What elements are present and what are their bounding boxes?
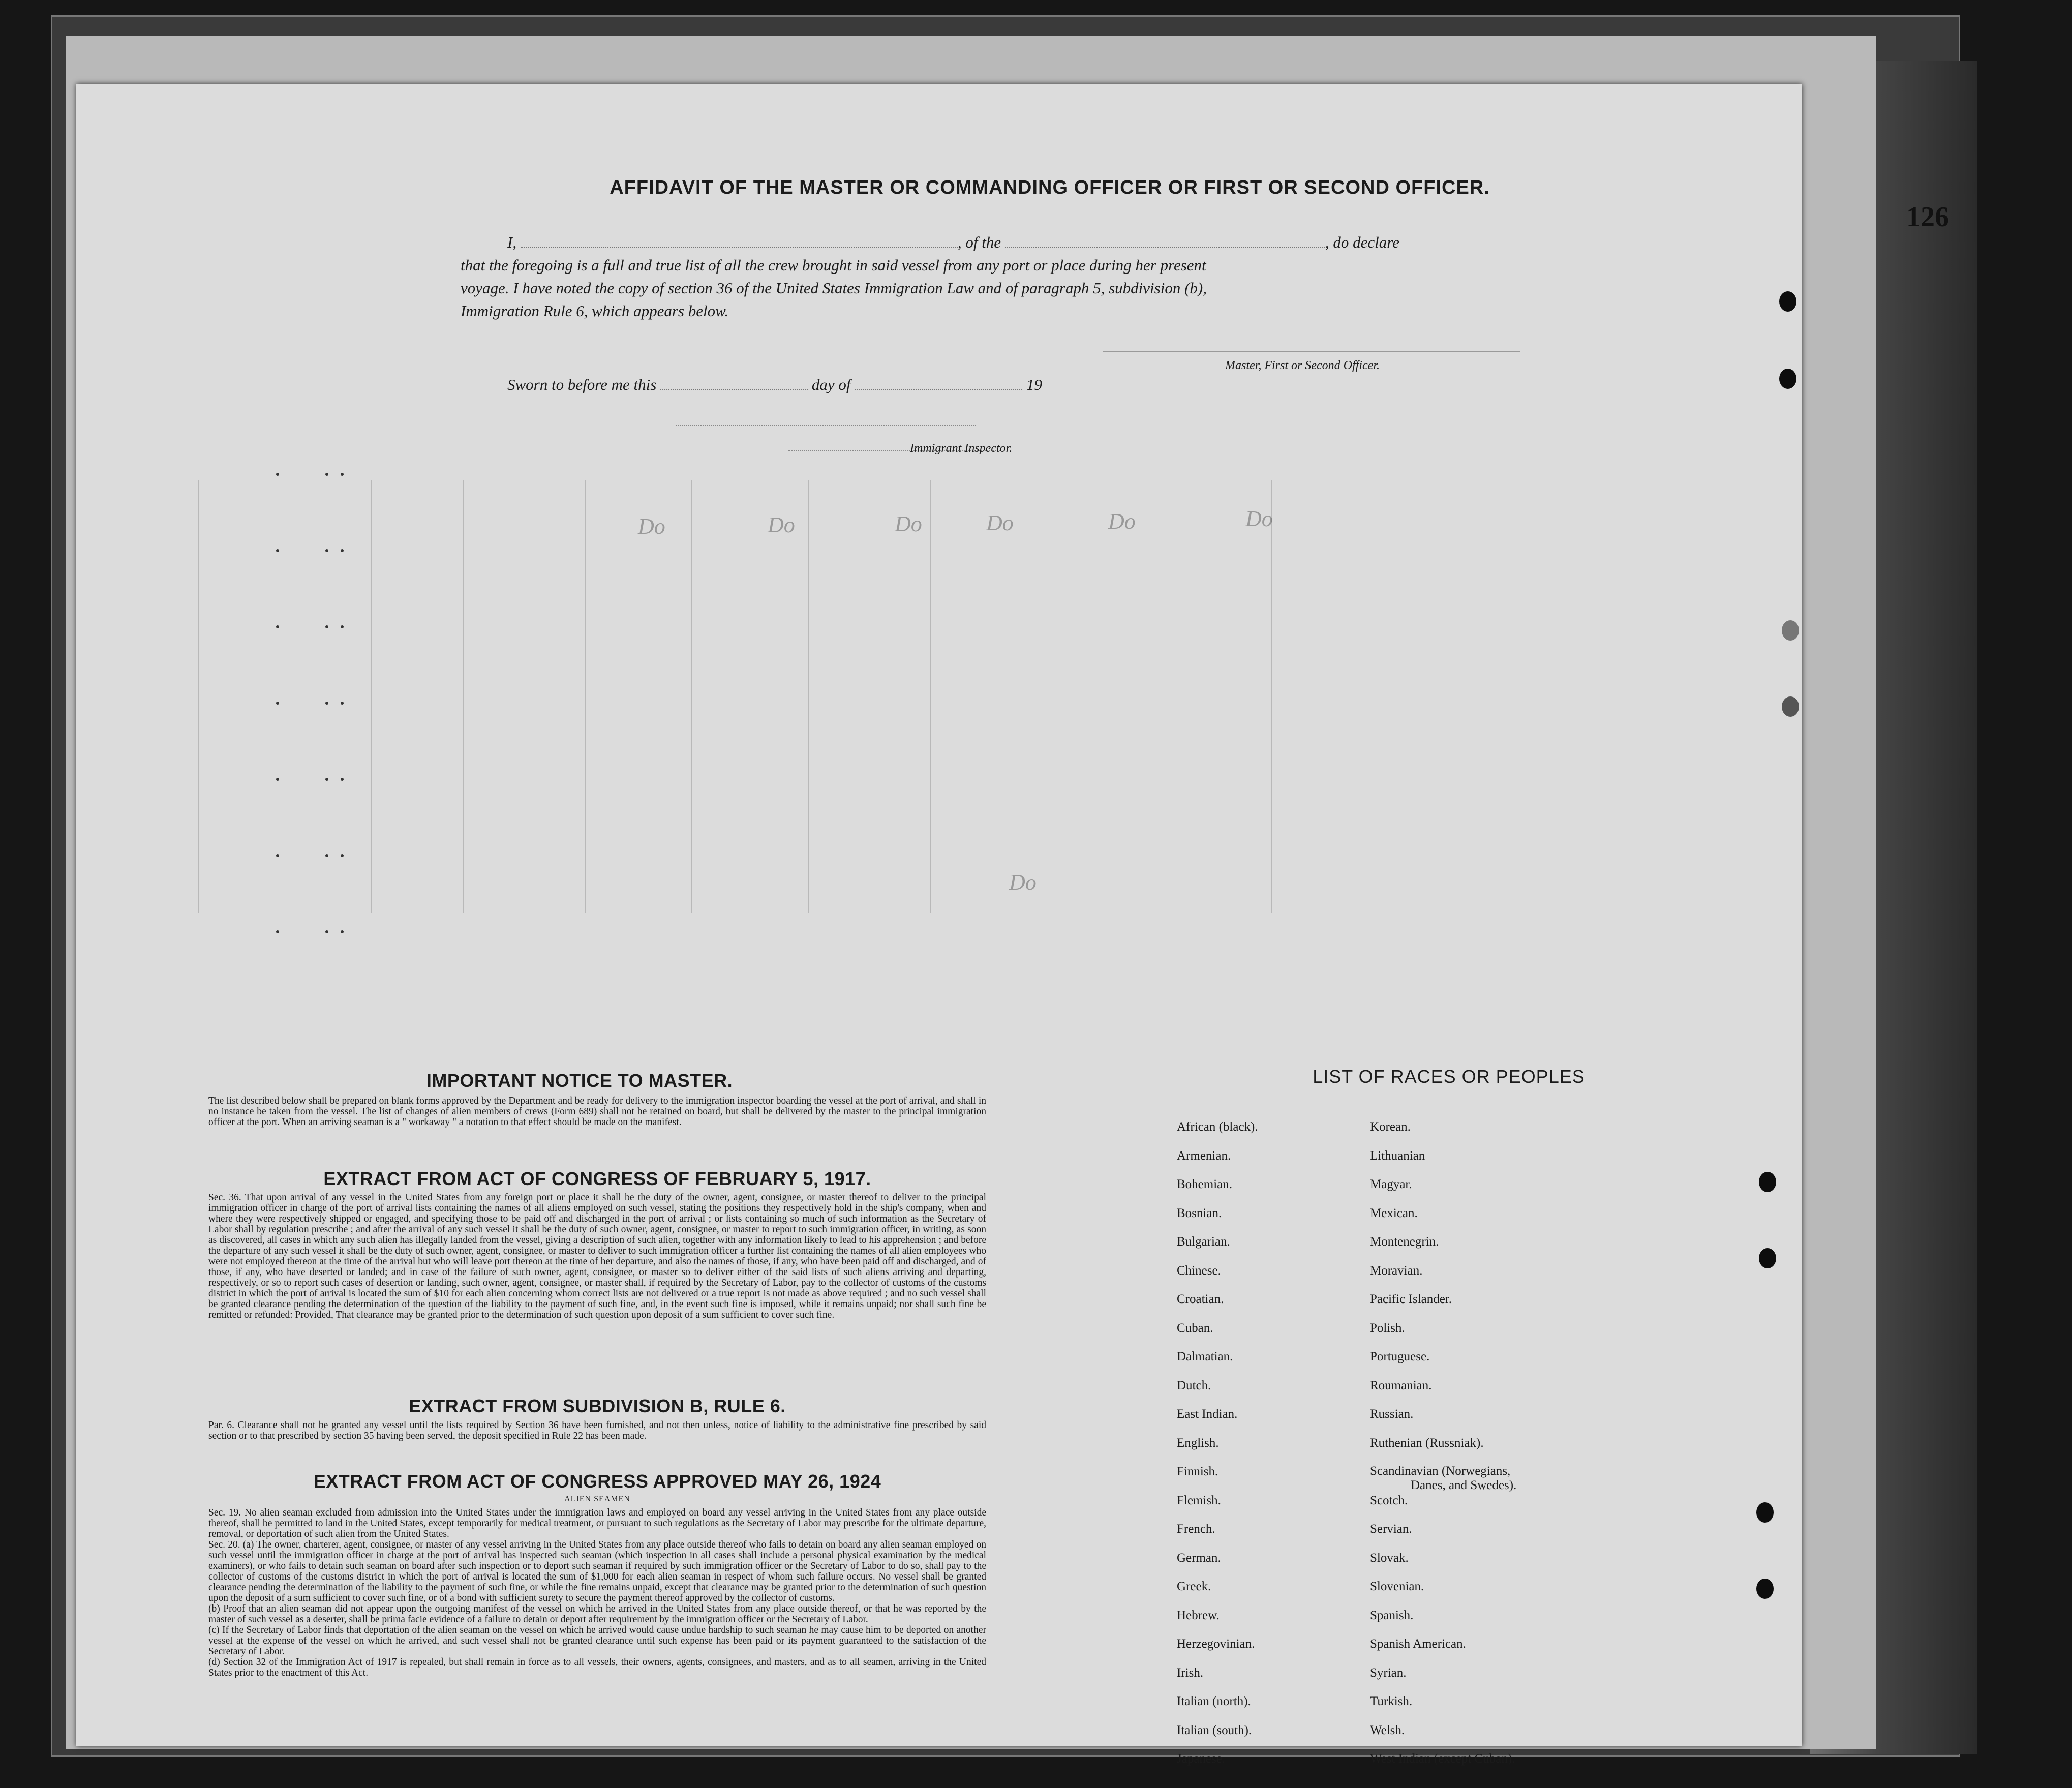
race-item: Turkish. bbox=[1370, 1694, 1413, 1708]
race-item: East Indian. bbox=[1177, 1407, 1238, 1421]
race-item: Slovak. bbox=[1370, 1551, 1409, 1565]
race-item: Bosnian. bbox=[1177, 1206, 1222, 1220]
race-item: Finnish. bbox=[1177, 1465, 1218, 1478]
race-item: Dalmatian. bbox=[1177, 1350, 1233, 1363]
race-item: Flemish. bbox=[1177, 1493, 1221, 1507]
punch-hole bbox=[1759, 1172, 1776, 1192]
important-notice-title: IMPORTANT NOTICE TO MASTER. bbox=[426, 1070, 733, 1091]
race-item: Magyar. bbox=[1370, 1177, 1412, 1191]
column-dot bbox=[276, 778, 279, 781]
race-item: Scotch. bbox=[1370, 1493, 1408, 1507]
race-item: Spanish American. bbox=[1370, 1637, 1466, 1651]
race-item: Italian (south). bbox=[1177, 1723, 1252, 1737]
punch-hole bbox=[1756, 1502, 1774, 1523]
faint-column-line bbox=[371, 480, 372, 913]
punch-hole bbox=[1756, 1579, 1774, 1599]
race-item: Chinese. bbox=[1177, 1263, 1221, 1278]
column-dot bbox=[276, 702, 279, 705]
races-right-column bbox=[1370, 1119, 1655, 1780]
race-item: Italian (north). bbox=[1177, 1694, 1251, 1708]
column-dot bbox=[276, 854, 279, 857]
punch-hole bbox=[1779, 291, 1796, 312]
extract-1924-title: EXTRACT FROM ACT OF CONGRESS APPROVED MAY 26, 1924 bbox=[313, 1471, 881, 1492]
affidavit-line-2: that the foregoing is a full and true list of all the crew brought in said vessel from any port or place during her present bbox=[461, 256, 1206, 274]
extract-1917-body: Sec. 36. That upon arrival of any vessel in the United States from any foreign port or place it shall be the duty of the owner, agent, consignee, or master thereof to deliver to the principal immigration officer in charge of the port of arrival lists containing the names of all aliens employed on such vessel, stating the positions they respectively hold in the ship's company, when and where they were respectively shipped or engaged, and specifying those to be paid off and discharged in the port of arrival ; or lists containing so much of such information as the Secretary of Labor shall by regulation prescribe ; and after the arrival of any such vessel it shall be the duty of such owner, agent, consignee, or master to report to such immigration officer, in writing, as soon as discovered, all cases in which any such alien has illegally landed from the vessel, giving a description of such alien, together with any information likely to lead to his apprehension ; and before the departure of any such vessel it shall be the duty of such owner, agent, consignee, or master to deliver to such immigration officer a further list containing the names of all alien employees who were not employed thereon at the time of the arrival but who will leave port thereon at the time of her departure, and also the names of those, if any, who have been paid off and discharged, and of those, if any, who have deserted or landed; and in case of the failure of such owner, agent, consignee, or master so to deliver either of the said lists of such aliens arriving and departing, respectively, or so to report such cases of desertion or landing, such owner, agent, consignee, or master shall, if required by the Secretary of Labor, pay to the collector of customs of the customs district in which the port of arrival is located the sum of $10 for each alien concerning whom correct lists are not delivered or a true report is not made as above required ; and no such vessel shall be granted clearance pending the determination of the question of the liability to the payment of such fine, and, in the event such fine is imposed, while it remains unpaid; nor shall such fine be remitted or refunded: Provided, That clearance may be granted prior to the determination of such question upon deposit of a sum sufficient to cover such fine. bbox=[208, 1192, 986, 1320]
faint-mark: Do bbox=[768, 512, 795, 537]
important-notice-body: The list described below shall be prepared on blank forms approved by the Department and be ready for delivery to the immigration inspector boarding the vessel at the port of arrival, and shall in no instance be taken from the vessel. The list of changes of alien members of crews (Form 689) shall not be retained on board, but shall be delivered by the master to the principal immigration officer at the port. When an arriving seaman is a " workaway " a notation to that effect should be made on the manifest. bbox=[208, 1096, 986, 1128]
column-dot bbox=[325, 625, 328, 628]
affidavit-line-3: voyage. I have noted the copy of section 36 of the United States Immigration Law and of paragraph 5, subdivision (b), bbox=[461, 279, 1207, 297]
race-item: Herzegovinian. bbox=[1177, 1637, 1255, 1651]
faint-column-line bbox=[930, 480, 931, 913]
faint-mark: Do bbox=[986, 510, 1014, 535]
race-item: Moravian. bbox=[1370, 1263, 1423, 1278]
faint-mark: Do bbox=[1108, 509, 1136, 534]
punch-hole bbox=[1782, 696, 1799, 717]
affidavit-of-the: , of the bbox=[957, 233, 1001, 251]
sworn-text: Sworn to before me this bbox=[507, 376, 657, 393]
race-item: Greek. bbox=[1177, 1580, 1211, 1593]
affidavit-do-declare: , do declare bbox=[1325, 233, 1399, 251]
race-item: Hebrew. bbox=[1177, 1608, 1220, 1622]
sworn-day-of: day of bbox=[811, 376, 851, 393]
column-dot bbox=[341, 778, 344, 781]
inspector-label: Immigrant Inspector. bbox=[910, 442, 1013, 455]
race-item: West Indian (except Cuban). bbox=[1370, 1752, 1515, 1766]
faint-column-line bbox=[198, 480, 199, 913]
column-dot bbox=[341, 473, 344, 476]
extract-1924-sec19: Sec. 19. No alien seaman excluded from admission into the United States under the immigration laws and employed on board any vessel arriving in the United States from any place outside thereof, shall be permitted to land in the United States, except temporarily for medical treatment, or pursuant to such regulations as the Secretary of Labor may prescribe for the ultimate departure, removal, or deportation of such alien from the United States. bbox=[208, 1507, 986, 1539]
affidavit-line-4: Immigration Rule 6, which appears below. bbox=[461, 302, 729, 320]
affidavit-line-1 bbox=[507, 231, 1534, 254]
race-item: Scandinavian (Norwegians, bbox=[1370, 1464, 1511, 1478]
race-item: Bulgarian. bbox=[1177, 1235, 1230, 1249]
race-item: Portuguese. bbox=[1370, 1350, 1430, 1363]
extract-1924-sec20d: (d) Section 32 of the Immigration Act of 1917 is repealed, but shall remain in force as to all vessels, their owners, agents, consignees, and masters, and as to all seamen, arriving in the United States prior to the enactment of this Act. bbox=[208, 1657, 986, 1678]
race-item: Lithuanian bbox=[1370, 1148, 1425, 1163]
faint-column-line bbox=[1271, 480, 1272, 913]
column-dot bbox=[325, 930, 328, 933]
column-dot bbox=[341, 625, 344, 628]
race-item: Armenian. bbox=[1177, 1148, 1231, 1163]
column-dot bbox=[276, 625, 279, 628]
faint-column-line bbox=[808, 480, 809, 913]
sworn-day-field[interactable] bbox=[660, 375, 808, 390]
extract-1917-title: EXTRACT FROM ACT OF CONGRESS OF FEBRUARY 5, 1917. bbox=[323, 1168, 871, 1189]
punch-hole bbox=[1759, 1248, 1776, 1268]
master-name-field[interactable] bbox=[521, 232, 958, 248]
race-item: Russian. bbox=[1370, 1407, 1414, 1421]
race-item: Pacific Islander. bbox=[1370, 1292, 1452, 1306]
faint-column-line bbox=[585, 480, 586, 913]
vessel-name-field[interactable] bbox=[1005, 232, 1325, 248]
race-item: Servian. bbox=[1370, 1522, 1412, 1536]
race-item: French. bbox=[1177, 1522, 1215, 1536]
column-dot bbox=[276, 473, 279, 476]
punch-hole bbox=[1779, 369, 1796, 389]
races-title: LIST OF RACES OR PEOPLES bbox=[1313, 1066, 1585, 1087]
inspector-line-top bbox=[676, 425, 976, 426]
race-item: African (black). bbox=[1177, 1120, 1258, 1134]
document-page bbox=[76, 84, 1949, 1766]
extract-1924-sec20c: (c) If the Secretary of Labor finds that deportation of the alien seaman on the vessel on which he arrived would cause undue hardship to such seaman he may cause him to be deported on another vessel at the expense of the vessel on which he arrived, and such vessel shall not be granted clearance until such expense has been paid or its payment guaranteed to the satisfaction of the Secretary of Labor. bbox=[208, 1625, 986, 1657]
race-item: Ruthenian (Russniak). bbox=[1370, 1436, 1484, 1450]
column-dot bbox=[325, 778, 328, 781]
race-item: Cuban. bbox=[1177, 1321, 1213, 1335]
extract-1924-sec20a: Sec. 20. (a) The owner, charterer, agent, consignee, or master of any vessel arriving in the United States from any place outside thereof who fails to detain on board any alien seaman employed on such vessel until the immigration officer in charge at the port of arrival has inspected such seaman (which inspection in all cases shall include a personal physical examination by the medical examiners), or who fails to detain such seaman on board after such inspection or to deport such seaman if required by such immigration officer or the Secretary of Labor to do so, shall pay to the collector of customs of the customs district in which the port of arrival is located the sum of $1,000 for each alien seaman in respect of whom such failure occurs. No vessel shall be granted clearance pending the determination of the liability to the payment of such fine, or while the fine remains unpaid, except that clearance may be granted prior to the determination of such question upon the deposit of a sum sufficient to cover such fine, or of a bond with sufficient surety to secure the payment thereof approved by the collector of customs. bbox=[208, 1539, 986, 1603]
column-dot bbox=[341, 854, 344, 857]
column-dot bbox=[325, 473, 328, 476]
affidavit-i: I, bbox=[507, 233, 517, 251]
race-item: Spanish. bbox=[1370, 1608, 1414, 1622]
column-dot bbox=[341, 549, 344, 552]
faint-mark: Do bbox=[1009, 870, 1037, 895]
column-dot bbox=[276, 930, 279, 933]
faint-mark: Do bbox=[1245, 506, 1273, 531]
extract-1924-sec20b: (b) Proof that an alien seaman did not appear upon the outgoing manifest of the vessel on which he arrived in the United States from any place outside thereof, or that he was reported by the master of such vessel as a deserter, shall be prima facie evidence of a failure to detain or deport after requirement by the immigration officer or the Secretary of Labor. bbox=[208, 1603, 986, 1625]
sworn-line bbox=[507, 374, 1219, 396]
column-dot bbox=[276, 549, 279, 552]
faint-mark: Do bbox=[895, 511, 922, 536]
race-item: Welsh. bbox=[1370, 1723, 1405, 1737]
races-left-column bbox=[1177, 1119, 1360, 1780]
faint-mark: Do bbox=[638, 514, 665, 539]
extract-1924-body bbox=[208, 1507, 986, 1678]
extract-1924-subtitle: ALIEN SEAMEN bbox=[564, 1495, 630, 1503]
sworn-month-field[interactable] bbox=[855, 375, 1022, 390]
signature-label: Master, First or Second Officer. bbox=[1225, 359, 1380, 372]
column-dot bbox=[325, 702, 328, 705]
race-item: Mexican. bbox=[1370, 1206, 1418, 1220]
extract-rule6-body: Par. 6. Clearance shall not be granted any vessel until the lists required by Section 36 have been furnished, and not then unless, notice of liability to the administrative fine prescribed by said section or to that prescribed by section 35 having been served, the deposit specified in Rule 22 has been made. bbox=[208, 1420, 986, 1441]
race-item: German. bbox=[1177, 1551, 1221, 1565]
faint-column-line bbox=[691, 480, 692, 913]
race-item-continuation: Danes, and Swedes). bbox=[1411, 1478, 1517, 1492]
race-item: Slovenian. bbox=[1370, 1580, 1424, 1593]
race-item: Korean. bbox=[1370, 1120, 1411, 1134]
race-item: Croatian. bbox=[1177, 1292, 1224, 1306]
race-item-multiline bbox=[1370, 1464, 1655, 1493]
race-item: Syrian. bbox=[1370, 1665, 1407, 1680]
race-item: Bohemian. bbox=[1177, 1177, 1233, 1191]
column-dot bbox=[341, 702, 344, 705]
signature-line bbox=[1103, 351, 1520, 352]
race-item: Japanese. bbox=[1177, 1752, 1226, 1766]
race-item: Roumanian. bbox=[1370, 1378, 1432, 1392]
sworn-year-prefix: 19 bbox=[1026, 376, 1042, 393]
page-number: 126 bbox=[1906, 201, 1949, 233]
column-dot bbox=[325, 549, 328, 552]
column-dot bbox=[341, 930, 344, 933]
race-item: Dutch. bbox=[1177, 1378, 1211, 1392]
affidavit-title: AFFIDAVIT OF THE MASTER OR COMMANDING OFFICER OR FIRST OR SECOND OFFICER. bbox=[610, 177, 1490, 198]
faint-column-line bbox=[463, 480, 464, 913]
punch-hole bbox=[1782, 620, 1799, 641]
race-item: Irish. bbox=[1177, 1665, 1204, 1680]
column-dot bbox=[325, 854, 328, 857]
race-item: English. bbox=[1177, 1436, 1219, 1450]
race-item: Polish. bbox=[1370, 1321, 1405, 1335]
race-item: Montenegrin. bbox=[1370, 1235, 1439, 1249]
extract-rule6-title: EXTRACT FROM SUBDIVISION B, RULE 6. bbox=[409, 1396, 786, 1416]
